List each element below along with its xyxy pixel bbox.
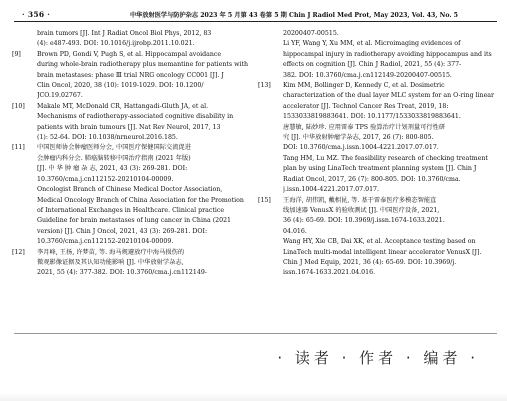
reference-line: Medical Oncology Branch of China Association for the Promotion bbox=[37, 196, 244, 204]
reference-line: 会肿瘤内科分会. 肺癌脑转移中国治疗指南 (2021 年版) bbox=[37, 154, 191, 162]
reference-line: 04.016. bbox=[283, 227, 307, 235]
reference-line: Tang HM, Lu MZ. The feasibility research of checking treatment bbox=[283, 154, 488, 162]
reference-line: (4): e487-493. DOI: 10.1016/j.ijrobp.2011.10.021. bbox=[37, 40, 195, 48]
reference-line: 唐慧敏, 陆妙珍. 应用雷泰 TPS 验算治疗计划剂量可行性研 bbox=[283, 123, 446, 131]
reference-line: of International Exchanges in Healthcare. Clinical practice bbox=[37, 206, 225, 214]
reference-line: version) [J]. Chin J Oncol, 2021, 43 (3): 269-281. DOI: bbox=[37, 227, 208, 235]
section-banner: · 读者 · 作者 · 编者 · bbox=[277, 349, 479, 367]
reference-number bbox=[12, 29, 37, 50]
reference-line: Radiat Oncol, 2017, 26 (7): 800-805. DOI: 10.3760/cma. bbox=[283, 175, 461, 183]
reference-number: [10] bbox=[12, 102, 25, 110]
reference-entry bbox=[12, 143, 244, 247]
reference-entry bbox=[12, 50, 248, 102]
reference-text bbox=[283, 29, 498, 81]
page-bottom-edge bbox=[0, 393, 507, 401]
reference-text bbox=[283, 196, 498, 279]
reference-line: Chin J Med Equip, 2021, 36 (4): 65-69. DOI: 10.3969/j. bbox=[283, 258, 457, 266]
reference-line: 382. DOI: 10.3760/cma.j.cn112149-20200407-00515. bbox=[283, 71, 452, 79]
reference-line: 2021, 55 (4): 377-382. DOI: 10.3760/cma.j.cn112149- bbox=[37, 269, 207, 277]
reference-line: brain tumors [J]. Int J Radiat Oncol Biol Phys, 2012, 83 bbox=[37, 30, 212, 37]
reference-number: [11] bbox=[12, 144, 25, 152]
reference-line: Makale MT, McDonald CR, Hattangadi-Gluth JA, et al. bbox=[37, 102, 209, 110]
reference-entry bbox=[12, 102, 244, 144]
reference-line: 王海洋, 胡伟凯, 戴相昆, 等. 基于雷泰医疗多模态智能直 bbox=[283, 196, 437, 204]
reference-entry bbox=[258, 29, 498, 81]
reference-text bbox=[37, 29, 244, 50]
reference-line: LinaTech multi-modal intelligent linear accelerator VenusX [J]. bbox=[283, 248, 482, 256]
reference-line: characterization of the dual layer MLC system for an O-ring linear bbox=[283, 92, 494, 100]
reference-line: accelerator [J]. Technol Cancer Res Treat, 2019, 18: bbox=[283, 102, 449, 110]
reference-entry bbox=[258, 196, 498, 279]
reference-number: [9] bbox=[12, 50, 21, 58]
reference-line: patients with brain tumours [J]. Nat Rev Neurol, 2017, 13 bbox=[37, 123, 221, 131]
reference-entry bbox=[258, 81, 498, 195]
reference-text bbox=[37, 102, 244, 144]
reference-line: 线加速器 VenusX 的验收测试 [J]. 中国医疗设备, 2021, bbox=[283, 206, 440, 214]
reference-text bbox=[37, 248, 244, 279]
reference-text bbox=[37, 143, 244, 247]
reference-number: [13] bbox=[258, 82, 271, 90]
reference-text bbox=[283, 81, 498, 195]
reference-line: Wang HY, Xie CB, Dai XK, et al. Acceptance testing based on bbox=[283, 238, 476, 246]
reference-line: 中国医师协会肿瘤医师分会, 中国医疗保健国际交流促进 bbox=[37, 144, 191, 152]
reference-line: during whole-brain radiotherapy plus memantine for patients with bbox=[37, 61, 248, 69]
reference-entry bbox=[12, 29, 244, 50]
reference-line: [J]. 中 华 肿 瘤 杂 志, 2021, 43 (3): 269-281. DOI: bbox=[37, 165, 188, 173]
reference-line: Kim MM, Bollinger D, Kennedy C, et al. Dosimetric bbox=[283, 82, 445, 90]
reference-line: 10.3760/cma.j.cn112152-20210104-00009. bbox=[37, 238, 174, 246]
page-number: · 356 · bbox=[22, 10, 51, 19]
reference-line: 20200407-00515. bbox=[283, 30, 339, 37]
reference-line: 10.3760/cma.j.cn112152-20210104-00009. bbox=[37, 175, 174, 183]
footer-rule bbox=[14, 333, 497, 334]
reference-line: j.issn.1004-4221.2017.07.017. bbox=[283, 186, 380, 194]
running-head: 中华放射医学与防护杂志 2023 年 5 月第 43 卷第 5 期 Chin J Radiol Med Prot, May 2023, Vol. 43, No. 5 bbox=[130, 12, 458, 19]
header-rule bbox=[14, 21, 497, 22]
reference-line: 究 [J]. 中华放射肿瘤学杂志, 2017, 26 (7): 800-805. bbox=[283, 134, 434, 142]
reference-line: Clin Oncol, 2020, 38 (10): 1019-1029. DOI: 10.1200/ bbox=[37, 82, 204, 90]
right-column bbox=[258, 29, 498, 279]
reference-line: issn.1674-1633.2021.04.016. bbox=[283, 269, 376, 277]
reference-line: brain metastases: phase Ⅲ trial NRG oncology CC001 [J]. J bbox=[37, 71, 224, 79]
reference-line: Brown PD, Gondi V, Pugh S, et al. Hippocampal avoidance bbox=[37, 50, 222, 58]
reference-line: (1): 52-64. DOI: 10.1038/nrneurol.2016.185. bbox=[37, 134, 178, 142]
reference-text bbox=[37, 50, 248, 102]
reference-number: [12] bbox=[12, 248, 25, 256]
reference-line: 微观影像证据及其认知功能影响 [J]. 中华放射学杂志, bbox=[37, 258, 184, 266]
reference-line: 李月峰, 王扬, 许梦苗, 等. 海马规避放疗中海马损伤的 bbox=[37, 248, 185, 256]
left-column bbox=[12, 29, 248, 279]
reference-line: Oncologist Branch of Chinese Medical Doctor Association, bbox=[37, 186, 223, 194]
reference-line: JCO.19.02767. bbox=[37, 92, 83, 100]
reference-line: 36 (4): 65-69. DOI: 10.3969/j.issn.1674-1633.2021. bbox=[283, 217, 445, 225]
reference-line: Li YF, Wang Y, Xu MM, et al. Microimaging evidences of bbox=[283, 40, 461, 48]
reference-line: plan by using LinaTech treatment planning system [J]. Chin J bbox=[283, 165, 477, 173]
reference-line: DOI: 10.3760/cma.j.issn.1004-4221.2017.07.017. bbox=[283, 144, 439, 152]
reference-line: effects on cognition [J]. Chin J Radiol, 2021, 55 (4): 377- bbox=[283, 61, 462, 69]
reference-line: hippocampal injury in radiotherapy avoiding hippocampus and its bbox=[283, 50, 492, 58]
reference-number bbox=[258, 29, 283, 81]
reference-entry bbox=[12, 248, 244, 279]
reference-line: Mechanisms of radiotherapy-associated cognitive disability in bbox=[37, 113, 234, 121]
reference-line: 1533033819883641. DOI: 10.1177/1533033819883641. bbox=[283, 113, 461, 121]
reference-line: Guideline for brain metastases of lung cancer in China (2021 bbox=[37, 217, 232, 225]
reference-number: [15] bbox=[258, 196, 271, 204]
